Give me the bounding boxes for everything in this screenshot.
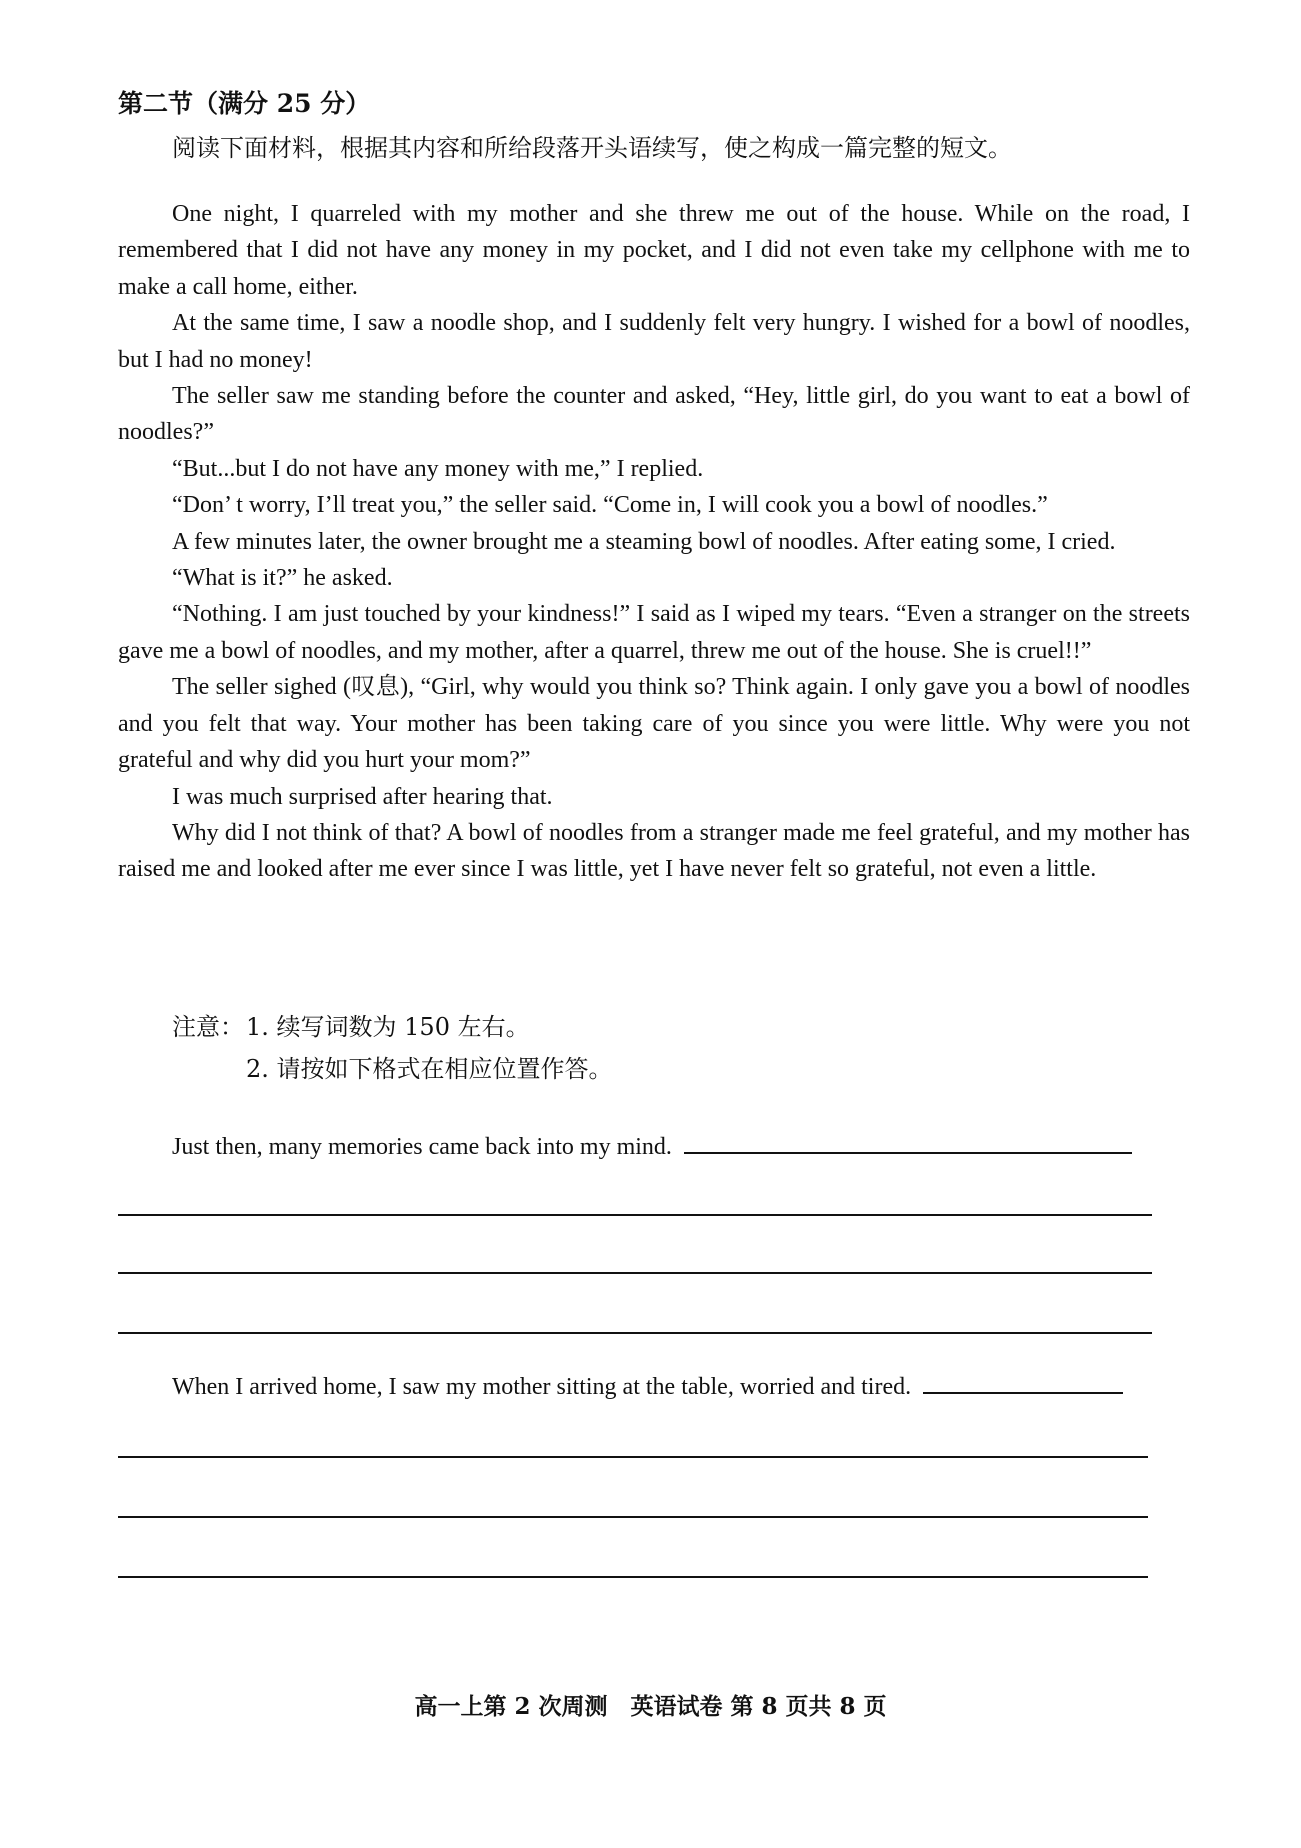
answer-line[interactable] xyxy=(118,1516,1148,1518)
notes-label: 注意： xyxy=(172,1013,244,1041)
story-paragraph-2: At the same time, I saw a noodle shop, and I suddenly felt very hungry. I wished for a bowl of noodles, but I had no money! xyxy=(118,310,1190,373)
prompt-1-text: Just then, many memories came back into my mind. xyxy=(172,1134,672,1160)
story-paragraph-8: “Nothing. I am just touched by your kindness!” I said as I wiped my tears. “Even a stranger on the streets gave me a bowl of noodles, and my mother, after a quarrel, threw me out of the house. She is cruel!!” xyxy=(118,601,1190,664)
page-footer: 高一上第 2 次周测 英语试卷 第 8 页共 8 页 xyxy=(414,1693,887,1720)
story-paragraph-5: “Don’ t worry, I’ll treat you,” the seller said. “Come in, I will cook you a bowl of noodles.” xyxy=(172,492,1048,519)
prompt-2-text: When I arrived home, I saw my mother sitting at the table, worried and tired. xyxy=(172,1374,912,1400)
answer-line[interactable] xyxy=(118,1272,1152,1274)
writing-prompt-2 xyxy=(172,1366,1123,1401)
story-paragraph-1: One night, I quarreled with my mother and she threw me out of the house. While on the road, I remembered that I did not have any money in my pocket, and I did not even take my cellphone with me to make a call home, either. xyxy=(118,201,1190,300)
notes-block xyxy=(172,1006,613,1090)
answer-line[interactable] xyxy=(118,1214,1152,1216)
story-paragraph-9: The seller sighed (叹息), “Girl, why would you think so? Think again. I only gave you a bowl of noodles and you felt that way. Your mother has been taking care of you since you were little. Why were you not grateful and why did you hurt your mom?” xyxy=(118,674,1190,774)
instruction-text: 阅读下面材料，根据其内容和所给段落开头语续写，使之构成一篇完整的短文。 xyxy=(172,134,1012,162)
answer-blank-2[interactable] xyxy=(923,1366,1123,1394)
answer-line[interactable] xyxy=(118,1332,1152,1334)
note-item-2: 2. 请按如下格式在相应位置作答。 xyxy=(246,1055,613,1083)
story-paragraph-11: Why did I not think of that? A bowl of noodles from a stranger made me feel grateful, and my mother has raised me and looked after me ever since I was little, yet I have never felt so grateful, not even a little. xyxy=(118,819,1190,883)
story-passage xyxy=(118,196,1190,888)
story-paragraph-7: “What is it?” he asked. xyxy=(172,565,393,592)
note-item-1: 1. 续写词数为 150 左右。 xyxy=(246,1013,530,1041)
answer-line[interactable] xyxy=(118,1576,1148,1578)
section-title: 第二节（满分 25 分） xyxy=(118,89,371,118)
story-paragraph-10: I was much surprised after hearing that. xyxy=(172,783,553,810)
story-paragraph-4: “But...but I do not have any money with me,” I replied. xyxy=(172,455,704,482)
answer-line[interactable] xyxy=(118,1456,1148,1458)
story-paragraph-6: A few minutes later, the owner brought me a steaming bowl of noodles. After eating some, I cried. xyxy=(172,528,1116,555)
writing-prompt-1 xyxy=(172,1126,1132,1161)
story-paragraph-3: The seller saw me standing before the counter and asked, “Hey, little girl, do you want to eat a bowl of noodles?” xyxy=(118,383,1190,446)
answer-blank-1[interactable] xyxy=(684,1126,1132,1154)
